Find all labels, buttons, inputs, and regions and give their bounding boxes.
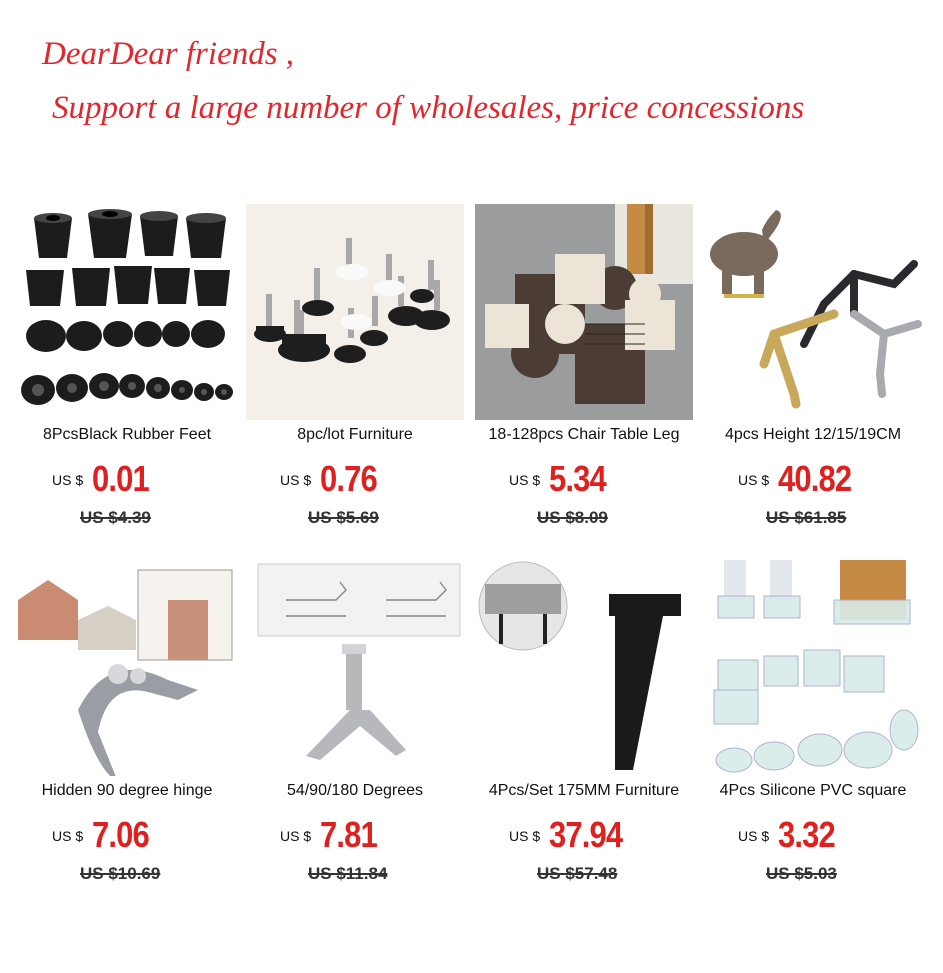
original-price: US $10.69	[80, 864, 161, 883]
sale-price: 7.81	[320, 814, 377, 855]
product-title[interactable]: 8PcsBlack Rubber Feet	[42, 426, 212, 443]
original-price: US $5.03	[766, 864, 837, 883]
leveling-feet-image[interactable]	[246, 204, 464, 420]
sale-price: 3.32	[778, 814, 835, 855]
price-row	[704, 814, 922, 860]
sale-price: 0.76	[320, 458, 377, 499]
currency-label: US $	[738, 828, 770, 844]
metal-legs-image[interactable]	[704, 204, 922, 420]
product-title[interactable]: 4Pcs/Set 175MM Furniture	[488, 782, 680, 799]
original-price: US $5.69	[308, 508, 379, 527]
price-row	[475, 458, 693, 504]
product-card[interactable]	[246, 204, 464, 527]
original-price: US $61.85	[766, 508, 847, 527]
wholesale-line: Support a large number of wholesales, price concessions	[52, 90, 805, 126]
silicone-caps-image[interactable]	[704, 560, 922, 776]
price-row	[18, 458, 236, 504]
currency-label: US $	[52, 472, 84, 488]
currency-label: US $	[509, 828, 541, 844]
sale-price: 40.82	[778, 458, 852, 499]
currency-label: US $	[738, 472, 770, 488]
product-title[interactable]: 18-128pcs Chair Table Leg	[488, 426, 680, 443]
product-card[interactable]	[475, 204, 693, 527]
black-rubber-feet-image[interactable]	[18, 204, 236, 420]
product-card[interactable]	[246, 560, 464, 883]
original-price: US $57.48	[537, 864, 618, 883]
folding-bracket-image[interactable]	[246, 560, 464, 776]
product-title[interactable]: 4Pcs Silicone PVC square	[719, 782, 907, 799]
original-price: US $11.84	[308, 864, 388, 883]
product-card[interactable]	[475, 560, 693, 883]
product-card[interactable]	[18, 560, 236, 883]
price-row	[704, 458, 922, 504]
greeting-line: DearDear friends ,	[42, 36, 295, 72]
product-title[interactable]: Hidden 90 degree hinge	[41, 782, 213, 799]
product-title[interactable]: 54/90/180 Degrees	[286, 782, 424, 799]
currency-label: US $	[509, 472, 541, 488]
black-furniture-leg-image[interactable]	[475, 560, 693, 776]
price-row	[246, 814, 464, 860]
sale-price: 37.94	[549, 814, 623, 855]
product-title[interactable]: 8pc/lot Furniture	[297, 426, 413, 443]
currency-label: US $	[280, 828, 312, 844]
price-row	[246, 458, 464, 504]
product-title[interactable]: 4pcs Height 12/15/19CM	[724, 426, 902, 443]
price-row	[18, 814, 236, 860]
sale-price: 7.06	[92, 814, 149, 855]
sale-price: 5.34	[549, 458, 606, 499]
product-card[interactable]	[704, 560, 922, 883]
price-row	[475, 814, 693, 860]
currency-label: US $	[52, 828, 84, 844]
product-card[interactable]	[704, 204, 922, 527]
hidden-hinge-image[interactable]	[18, 560, 236, 776]
product-card[interactable]	[18, 204, 236, 527]
original-price: US $8.09	[537, 508, 608, 527]
original-price: US $4.39	[80, 508, 151, 527]
currency-label: US $	[280, 472, 312, 488]
sale-price: 0.01	[92, 458, 149, 499]
felt-pads-image[interactable]	[475, 204, 693, 420]
